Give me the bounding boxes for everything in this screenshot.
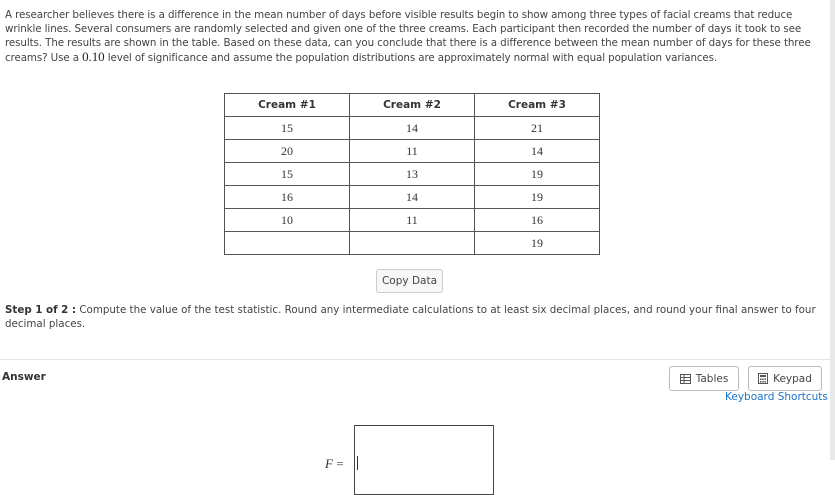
significance-level: 0.10 (82, 49, 105, 64)
table-row (225, 163, 600, 186)
table-cell: 11 (350, 140, 475, 163)
step-text: Compute the value of the test statistic. Round any intermediate calculations to at least six decimal places, and round your final answer to four decimal places. (5, 304, 816, 330)
table-row (225, 209, 600, 232)
table-cell: 16 (475, 209, 600, 232)
table-cell: 15 (225, 163, 350, 186)
keypad-button-label: Keypad (773, 372, 812, 385)
table-cell: 21 (475, 117, 600, 140)
equals-sign: = (336, 456, 344, 471)
table-cell: 16 (225, 186, 350, 209)
section-divider (0, 359, 835, 360)
step-instructions (5, 303, 820, 331)
table-cell: 15 (225, 117, 350, 140)
tables-button-label: Tables (695, 372, 729, 385)
table-cell: 10 (225, 209, 350, 232)
keypad-icon (758, 373, 768, 384)
table-icon (680, 374, 691, 384)
table-cell: 14 (350, 117, 475, 140)
copy-data-button[interactable]: Copy Data (376, 269, 443, 293)
text-cursor (357, 456, 358, 470)
table-cell: 19 (475, 232, 600, 255)
table-cell: 19 (475, 186, 600, 209)
table-cell: 13 (350, 163, 475, 186)
table-row (225, 232, 600, 255)
problem-text-after: level of significance and assume the population distributions are approximately normal with equal population variances. (107, 52, 718, 64)
table-cell: 20 (225, 140, 350, 163)
column-header: Cream #3 (475, 94, 600, 117)
problem-text: A researcher believes there is a difference in the mean number of days before visible results begin to show among three types of facial creams that reduce wrinkle lines. Several consumers are randomly selected and given one of the three creams. Each participant then recorded the number of days it took to see results. The results are shown in the table. Based on these data, can you conclude that there is a difference between the mean number of days for these three creams? Use a (5, 9, 811, 64)
table-cell (225, 232, 350, 255)
keypad-button[interactable] (748, 366, 822, 391)
tables-button[interactable] (669, 366, 739, 391)
page-scrollbar[interactable] (830, 0, 835, 460)
table-row (225, 140, 600, 163)
column-header: Cream #1 (225, 94, 350, 117)
table-row (225, 186, 600, 209)
table-cell: 14 (475, 140, 600, 163)
data-table (224, 93, 600, 255)
answer-input[interactable] (354, 425, 494, 495)
table-cell: 11 (350, 209, 475, 232)
table-cell: 19 (475, 163, 600, 186)
table-header-row (225, 94, 600, 117)
problem-statement (5, 8, 827, 65)
answer-label: Answer (2, 371, 46, 383)
step-label: Step 1 of 2 : (5, 304, 77, 316)
table-cell (350, 232, 475, 255)
variable-f: F (325, 456, 333, 471)
formula-label (325, 456, 344, 472)
column-header: Cream #2 (350, 94, 475, 117)
keyboard-shortcuts-link[interactable]: Keyboard Shortcuts (725, 391, 828, 403)
table-cell: 14 (350, 186, 475, 209)
table-row (225, 117, 600, 140)
